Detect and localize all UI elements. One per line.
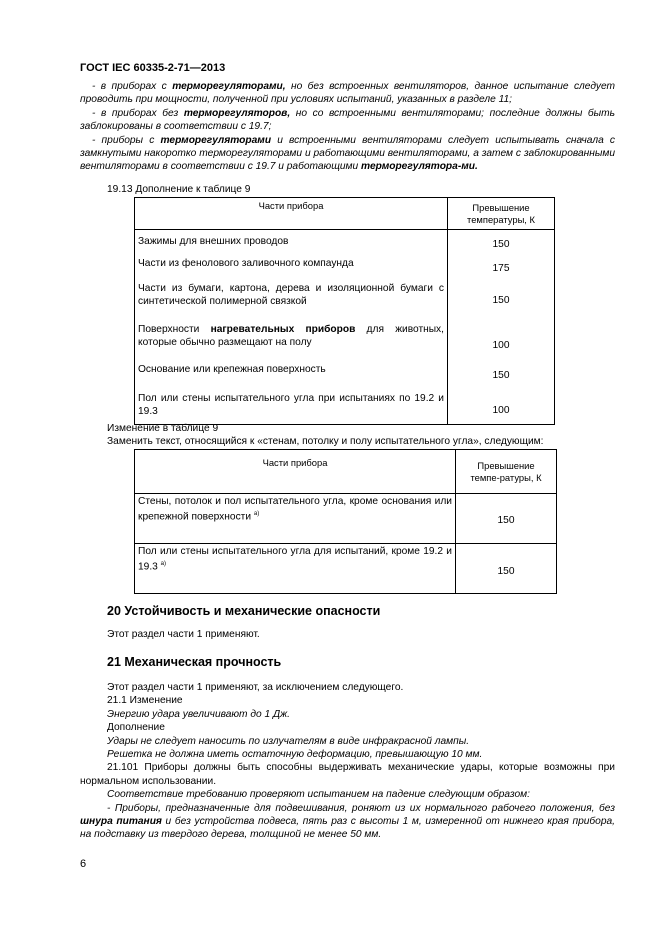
section-21-title: 21 Механическая прочность: [107, 655, 282, 669]
table2-header-parts: Части прибора: [135, 450, 456, 494]
change-instruction: Заменить текст, относящийся к «стенам, потолку и полу испытательного угла», следующим:: [107, 436, 544, 447]
table-row: Пол или стены испытательного угла для испытаний, кроме 19.2 и 19.3 $^{а)}$ 150: [135, 544, 557, 594]
document-header: ГОСТ IEC 60335-2-71—2013: [80, 62, 226, 74]
table-row: Поверхности нагревательных приборов для животных, которые обычно размещают на полу 100: [135, 315, 555, 357]
table-row: Части из фенолового заливочного компаунда 175: [135, 253, 555, 275]
change-title: Изменение в таблице 9: [107, 423, 219, 434]
intro-item: - в приборах без терморегуляторов, но со встроенными вентиляторами; последние должны быть заблокированы в соответствии с 19.7;: [80, 107, 615, 133]
table-2: [134, 449, 557, 594]
intro-item: - приборы с терморегуляторами и встроенными вентиляторами следует испытывать сначала с замкнутыми накоротко терморегуляторами и работающими вентиляторами, а затем с заблокированными вентиляторами в соответствии с 19.7 и работающими терморегулятора-ми.: [80, 134, 615, 173]
table2-header-temp: Превышение темпе-ратуры, К: [456, 450, 557, 494]
section-21-body: Этот раздел части 1 применяют, за исключением следующего. 21.1 Изменение Энергию удара увеличивают до 1 Дж. Дополнение Удары не следует наносить по излучателям в виде инфракрасной лампы. Решетка не должна иметь остаточную деформацию, превышающую 10 мм. 21.101 Приборы должны быть способны выдерживать механические удары, которые возможны при нормальном использовании. Соответствие требованию проверяют испытанием на падение следующим образом: - Приборы, предназначенные для подвешивания, роняют из их нормального рабочего положения, без шнура питания и без устройства подвеса, пять раз с высоты 1 м, измеренной от нижнего края прибора, на подставку из твердого дерева, толщиной не менее 50 мм.: [80, 682, 615, 841]
table1-caption: 19.13 Дополнение к таблице 9: [107, 184, 251, 195]
table1-header-parts: Части прибора: [135, 198, 448, 230]
intro-item: - в приборах с терморегуляторами, но без встроенных вентиляторов, данное испытание следует проводить при мощности, полученной при условиях испытаний, указанных в разделе 11;: [80, 81, 615, 106]
table-1: [134, 197, 555, 425]
page-number: 6: [80, 858, 87, 870]
table1-header-temp: Превышение температуры, К: [448, 198, 555, 230]
table-row: Зажимы для внешних проводов 150: [135, 230, 555, 253]
table-row: Основание или крепежная поверхность 150: [135, 357, 555, 387]
table-row: Части из бумаги, картона, дерева и изоляционной бумаги с синтетической полимерной связкой 150: [135, 275, 555, 315]
table-row: Стены, потолок и пол испытательного угла, кроме основания или крепежной поверхности $^{а)}$ 150: [135, 494, 557, 544]
section-20-text: Этот раздел части 1 применяют.: [107, 629, 260, 640]
intro-list: [80, 80, 615, 174]
table-row: Пол или стены испытательного угла при испытаниях по 19.2 и 19.3 100: [135, 387, 555, 425]
section-20-title: 20 Устойчивость и механические опасности: [107, 604, 381, 618]
